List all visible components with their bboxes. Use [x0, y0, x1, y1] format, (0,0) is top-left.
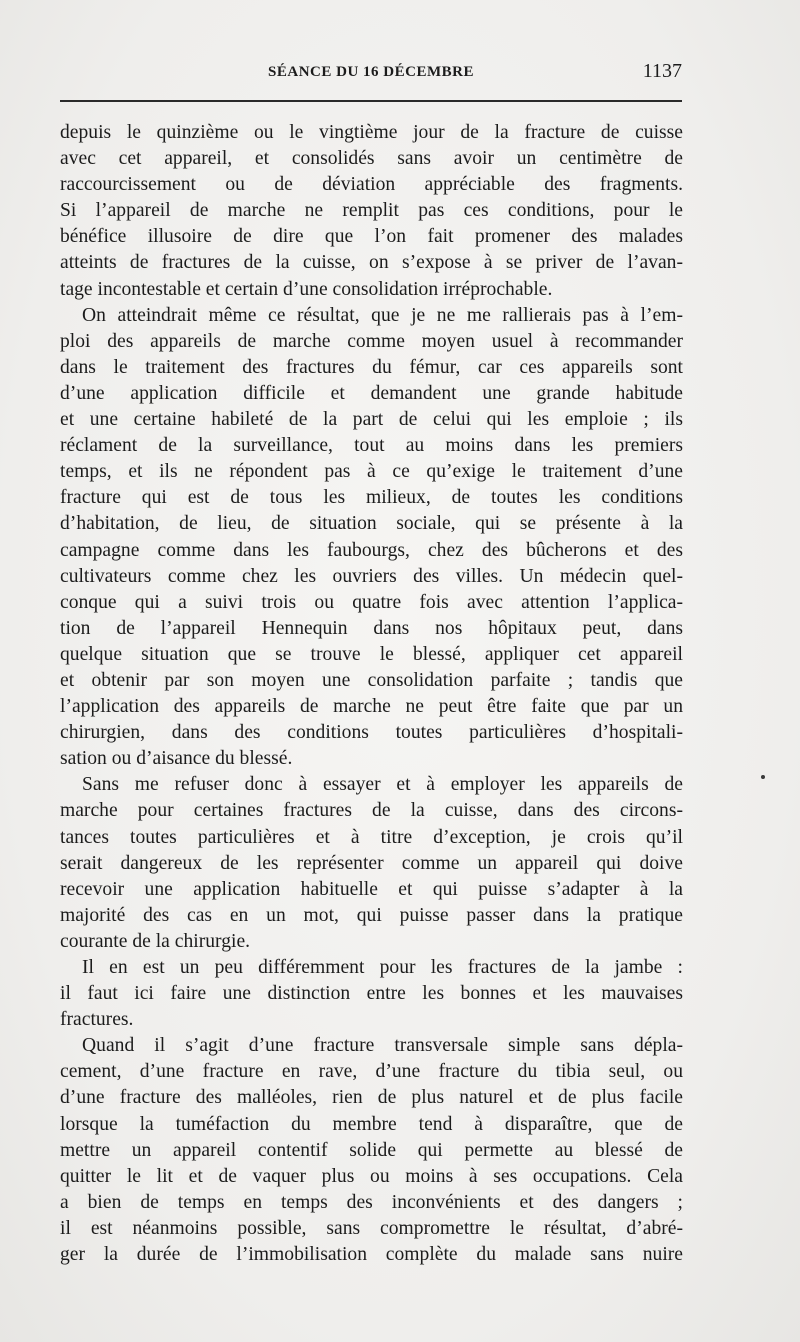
text-line: il est néanmoins possible, sans compromettre le résultat, d’abré- [60, 1217, 683, 1239]
page-number: 1137 [642, 60, 682, 82]
text-line: depuis le quinzième ou le vingtième jour de la fracture de cuisse [60, 122, 683, 143]
text-line: ploi des appareils de marche comme moyen usuel à recommander [60, 330, 683, 352]
text-line: cultivateurs comme chez les ouvriers des villes. Un médecin quel- [60, 565, 683, 587]
text-line: Quand il s’agit d’une fracture transversale simple sans dépla- [82, 1035, 683, 1057]
text-line: Si l’appareil de marche ne remplit pas ces conditions, pour le [60, 200, 683, 222]
text-line: lorsque la tuméfaction du membre tend à disparaître, que de [60, 1113, 683, 1135]
text-line: chirurgien, dans des conditions toutes particulières d’hospitali- [60, 722, 683, 744]
text-line: quitter le lit et de vaquer plus ou moins à ses occupations. Cela [60, 1165, 683, 1187]
page-header [60, 60, 682, 90]
text-line: tage incontestable et certain d’une consolidation irréprochable. [60, 278, 553, 300]
text-line: On atteindrait même ce résultat, que je ne me rallierais pas à l’em- [82, 304, 683, 326]
running-title: SÉANCE DU 16 DÉCEMBRE [268, 64, 474, 80]
text-line: atteints de fractures de la cuisse, on s’expose à se priver de l’avan- [60, 252, 683, 274]
text-line: sation ou d’aisance du blessé. [60, 748, 293, 770]
text-line: serait dangereux de les représenter comme un appareil qui doive [60, 852, 683, 874]
header-rule [60, 100, 682, 102]
text-line: temps, et ils ne répondent pas à ce qu’exige le traitement d’une [60, 461, 683, 483]
text-line: d’une application difficile et demandent une grande habitude [60, 382, 683, 404]
text-line: d’une fracture des malléoles, rien de plus naturel et de plus facile [60, 1087, 683, 1109]
text-line: et obtenir par son moyen une consolidation parfaite ; tandis que [60, 669, 683, 691]
text-line: il faut ici faire une distinction entre les bonnes et les mauvaises [60, 983, 683, 1005]
text-line: courante de la chirurgie. [60, 930, 251, 952]
text-line: d’habitation, de lieu, de situation sociale, qui se présente à la [60, 513, 683, 535]
text-line: cement, d’une fracture en rave, d’une fracture du tibia seul, ou [60, 1061, 683, 1083]
text-line: quelque situation que se trouve le blessé, appliquer cet appareil [60, 643, 683, 665]
text-line: l’application des appareils de marche ne peut être faite que par un [60, 696, 683, 718]
text-line: conque qui a suivi trois ou quatre fois avec attention l’applica- [60, 591, 683, 613]
text-line: majorité des cas en un mot, qui puisse passer dans la pratique [60, 904, 683, 926]
text-line: mettre un appareil contentif solide qui permette au blessé de [60, 1139, 683, 1161]
body-text [60, 120, 683, 1268]
text-line: tion de l’appareil Hennequin dans nos hôpitaux peut, dans [60, 617, 683, 639]
text-line: Sans me refuser donc à essayer et à employer les appareils de [82, 774, 683, 796]
text-line: avec cet appareil, et consolidés sans avoir un centimètre de [60, 148, 683, 170]
text-line: ger la durée de l’immobilisation complète du malade sans nuire [60, 1244, 683, 1266]
text-line: bénéfice illusoire de dire que l’on fait promener des malades [60, 226, 683, 248]
text-line: fractures. [60, 1009, 134, 1031]
text-line: tances toutes particulières et à titre d’exception, je crois qu’il [60, 826, 683, 848]
text-line: raccourcissement ou de déviation appréciable des fragments. [60, 174, 683, 196]
text-line: a bien de temps en temps des inconvénients et des dangers ; [60, 1191, 683, 1213]
text-line: dans le traitement des fractures du fémur, car ces appareils sont [60, 356, 683, 378]
text-line: réclament de la surveillance, tout au moins dans les premiers [60, 435, 683, 457]
text-line: campagne comme dans les faubourgs, chez des bûcherons et des [60, 539, 683, 561]
text-line: et une certaine habileté de la part de celui qui les emploie ; ils [60, 409, 683, 431]
text-line: recevoir une application habituelle et qui puisse s’adapter à la [60, 878, 683, 900]
text-line: marche pour certaines fractures de la cuisse, dans des circons- [60, 800, 683, 822]
text-line: Il en est un peu différemment pour les fractures de la jambe : [82, 957, 683, 978]
ink-speck [761, 775, 765, 779]
text-line: fracture qui est de tous les milieux, de toutes les conditions [60, 487, 683, 509]
